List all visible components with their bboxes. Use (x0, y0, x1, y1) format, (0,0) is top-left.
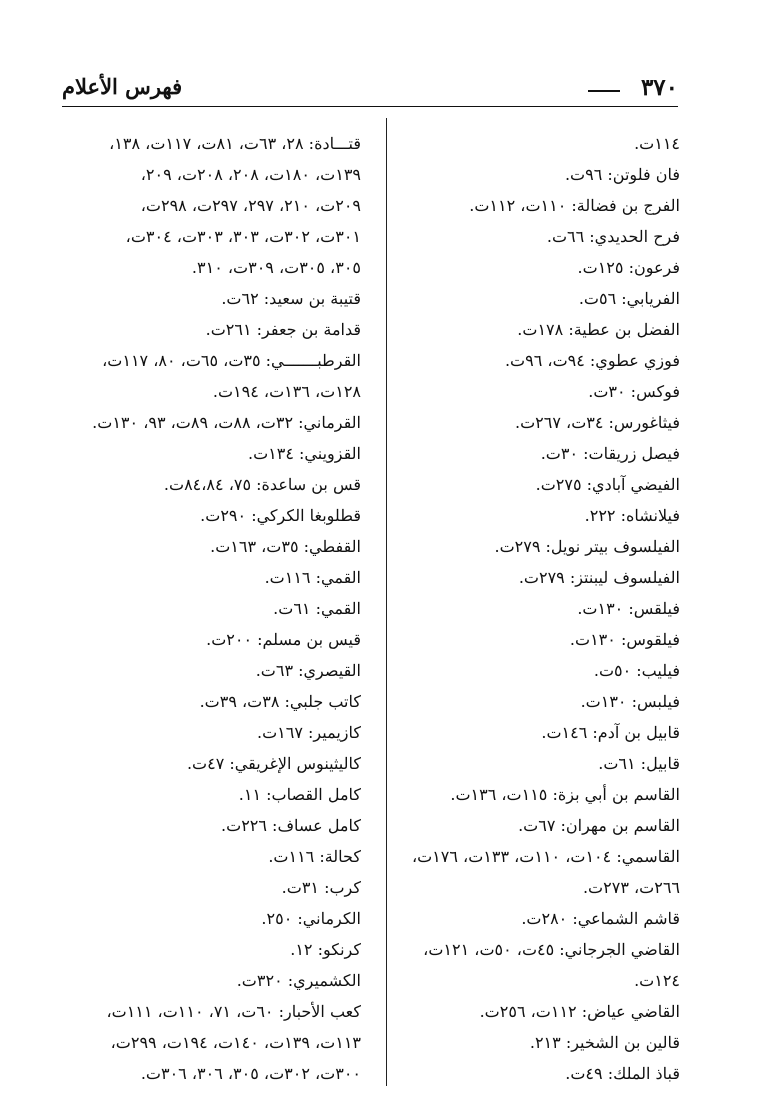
index-entry-line: ٣٠٠ت، ٣٠٢ت، ٣٠٥، ٣٠٦، ٣٠٦ت. (140, 1064, 361, 1083)
index-entry-line: ١١٤ت. (634, 134, 680, 153)
index-entry-line: القمي: ٦١ت. (273, 599, 361, 618)
index-entry-line: القاسم بن مهران: ٦٧ت. (518, 816, 680, 835)
page-number-dash (588, 90, 620, 92)
index-entry-line: ٣٠١ت، ٣٠٢ت، ٣٠٣، ٣٠٣ت، ٣٠٤ت، (125, 227, 361, 246)
index-entry-line: قالين بن الشخير: ٢١٣. (529, 1033, 680, 1052)
index-entry-line: فيلبس: ١٣٠ت. (580, 692, 680, 711)
index-entry-line: فوكس: ٣٠ت. (588, 382, 680, 401)
index-entry-line: فيصل زريقات: ٣٠ت. (540, 444, 680, 463)
index-entry-line: ٢٠٩ت، ٢١٠، ٢٩٧، ٢٩٧ت، ٢٩٨ت، (140, 196, 361, 215)
page-number: ٣٧٠ (640, 74, 678, 101)
index-entry-line: القاضي الجرجاني: ٤٥ت، ٥٠ت، ١٢١ت، (423, 940, 680, 959)
index-entry-line: كاليثينوس الإغريقي: ٤٧ت. (186, 754, 361, 773)
index-entry-line: الفيضي آبادي: ٢٧٥ت. (535, 475, 680, 494)
index-entry-line: قتـــادة: ٢٨، ٦٣ت، ٨١ت، ١١٧ت، ١٣٨، (109, 134, 361, 153)
index-entry-line: قاشم الشماعي: ٢٨٠ت. (521, 909, 680, 928)
index-entry-line: فوزي عطوي: ٩٤ت، ٩٦ت. (504, 351, 680, 370)
index-entry-line: فيليب: ٥٠ت. (593, 661, 680, 680)
index-entry-line: القفطي: ٣٥ت، ١٦٣ت. (210, 537, 361, 556)
index-entry-line: القاسمي: ١٠٤ت، ١١٠ت، ١٣٣ت، ١٧٦ت، (411, 847, 680, 866)
index-entry-line: كرب: ٣١ت. (281, 878, 361, 897)
index-entry-line: ٢٦٦ت، ٢٧٣ت. (582, 878, 680, 897)
index-entry-line: فان فلوتن: ٩٦ت. (564, 165, 680, 184)
index-entry-line: ١١٣ت، ١٣٩ت، ١٤٠ت، ١٩٤ت، ٢٩٩ت، (110, 1033, 361, 1052)
page-header (62, 74, 678, 104)
index-entry-line: فيلقوس: ١٣٠ت. (569, 630, 680, 649)
index-entry-line: قباذ الملك: ٤٩ت. (565, 1064, 680, 1083)
header-rule (62, 106, 678, 107)
index-entry-line: كاتب جلبي: ٣٨ت، ٣٩ت. (199, 692, 361, 711)
index-entry-line: فرح الحديدي: ٦٦ت. (546, 227, 680, 246)
index-entry-line: القزويني: ١٣٤ت. (248, 444, 361, 463)
index-entry-line: الفرج بن فضالة: ١١٠ت، ١١٢ت. (469, 196, 680, 215)
index-entry-line: قابيل: ٦١ت. (598, 754, 680, 773)
index-entry-line: الكرماني: ٢٥٠. (261, 909, 361, 928)
index-entry-line: قطلوبغا الكركي: ٢٩٠ت. (200, 506, 361, 525)
index-column-right (403, 128, 680, 1089)
index-entry-line: القرطبـــــــي: ٣٥ت، ٦٥ت، ٨٠، ١١٧ت، (102, 351, 361, 370)
index-entry-line: القرماني: ٣٢ت، ٨٨ت، ٨٩ت، ٩٣، ١٣٠ت. (92, 413, 361, 432)
index-entry-line: ١٣٩ت، ١٨٠ت، ٢٠٨، ٢٠٨ت، ٢٠٩، (140, 165, 361, 184)
index-entry-line: الفيلسوف بيتر نويل: ٢٧٩ت. (494, 537, 680, 556)
index-entry-line: الفيلسوف ليبنتز: ٢٧٩ت. (518, 568, 680, 587)
index-entry-line: الفضل بن عطية: ١٧٨ت. (517, 320, 680, 339)
index-entry-line: القمي: ١١٦ت. (264, 568, 361, 587)
index-entry-line: قيس بن مسلم: ٢٠٠ت. (206, 630, 361, 649)
index-entry-line: فرعون: ١٢٥ت. (577, 258, 680, 277)
index-entry-line: كحالة: ١١٦ت. (268, 847, 361, 866)
index-entry-line: فيلانشاه: ٢٢٢. (584, 506, 680, 525)
index-entry-line: قدامة بن جعفر: ٢٦١ت. (205, 320, 361, 339)
running-title: فهرس الأعلام (62, 74, 183, 99)
index-entry-line: القيصري: ٦٣ت. (255, 661, 361, 680)
index-entry-line: الكشميري: ٣٢٠ت. (236, 971, 361, 990)
index-entry-line: ٣٠٥، ٣٠٥ت، ٣٠٩ت، ٣١٠. (191, 258, 361, 277)
index-entry-line: القاسم بن أبي بزة: ١١٥ت، ١٣٦ت. (450, 785, 680, 804)
index-entry-line: قس بن ساعدة: ٧٥، ٨٤،٨٤ت. (163, 475, 361, 494)
index-entry-line: قتيبة بن سعيد: ٦٢ت. (221, 289, 361, 308)
index-entry-line: فيثاغورس: ٣٤ت، ٢٦٧ت. (515, 413, 680, 432)
index-column-left (88, 128, 361, 1089)
column-divider (386, 118, 387, 1086)
index-entry-line: كعب الأحبار: ٦٠ت، ٧١، ١١٠ت، ١١١ت، (106, 1002, 361, 1021)
index-entry-line: القاضي عياض: ١١٢ت، ٢٥٦ت. (479, 1002, 680, 1021)
index-entry-line: فيلقس: ١٣٠ت. (577, 599, 680, 618)
index-entry-line: كرنكو: ١٢. (290, 940, 361, 959)
index-entry-line: ١٢٨ت، ١٣٦ت، ١٩٤ت. (212, 382, 361, 401)
index-entry-line: كازيمير: ١٦٧ت. (257, 723, 361, 742)
index-entry-line: الفريابي: ٥٦ت. (578, 289, 680, 308)
index-entry-line: ١٢٤ت. (634, 971, 680, 990)
index-entry-line: قابيل بن آدم: ١٤٦ت. (541, 723, 680, 742)
index-entry-line: كامل القصاب: ١١. (238, 785, 361, 804)
index-entry-line: كامل عساف: ٢٢٦ت. (221, 816, 361, 835)
